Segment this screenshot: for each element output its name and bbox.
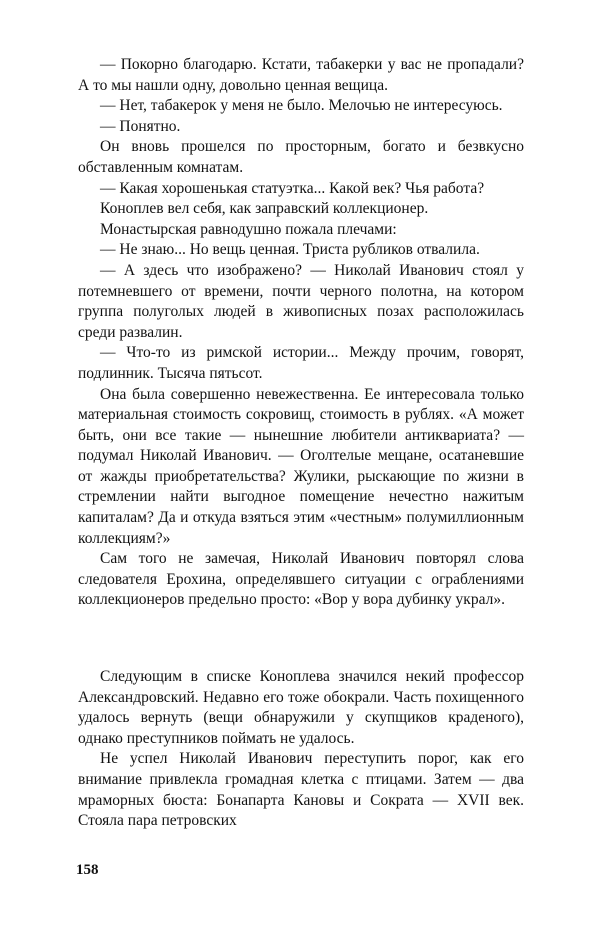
paragraph: — Понятно. [100, 117, 181, 135]
paragraph: Следующим в списке Коноплева значился некий профессор Александровский. Недавно его тоже обокрали. Часть похищенного удалось вернуть (вещи обнаружили у скупщиков краденого), однако преступников поймать не удалось. [78, 668, 524, 747]
paragraph: — А здесь что изображено? — Николай Иванович стоял у потемневшего от времени, почти черного полотна, на котором группа полуголых людей в живописных позах расположилась среди развалин. [78, 261, 524, 341]
paragraph: Коноплев вел себя, как заправский коллекционер. [100, 200, 429, 218]
paragraph: Не успел Николай Иванович переступить порог, как его внимание привлекла громадная клетка с птицами. Затем — два мраморных бюста: Бонапарта Кановы и Сократа — XVII век. Стояла пара петровских [78, 750, 524, 830]
paragraph: Монастырская равнодушно пожала плечами: [100, 220, 397, 238]
paragraph: — Покорно благодарю. Кстати, табакерки у вас не пропадали? А то мы нашли одну, довольно ценная вещица. [78, 56, 524, 94]
paragraph: — Что-то из римской истории... Между прочим, говорят, подлинник. Тысяча пятьсот. [78, 344, 524, 382]
paragraph: Она была совершенно невежественна. Ее интересовала только материальная стоимость сокровищ, стоимость в рублях. «А может быть, они все такие — нынешние любители антиквариата? — подумал Николай Иванович. — Оголтелые мещане, осатаневшие от жажды приобретательства? Жулики, рыскающие по жизни в стремлении найти выгодное помещение нечестно нажитым капиталам? Да и откуда взяться этим «честным» полумиллионным коллекциям?» [78, 385, 524, 547]
paragraph: — Какая хорошенькая статуэтка... Какой век? Чья работа? [100, 179, 485, 197]
paragraph: Сам того не замечая, Николай Иванович повторял слова следователя Ерохина, определявшего ситуации с ограблениями коллекционеров предельно просто: «Вор у вора дубинку украл». [78, 550, 524, 609]
paragraph: — Нет, табакерок у меня не было. Мелочью не интересуюсь. [100, 97, 503, 115]
page-number: 158 [76, 862, 99, 878]
paragraph: Он вновь прошелся по просторным, богато и безвкусно обставленным комнатам. [78, 138, 524, 176]
paragraph: — Не знаю... Но вещь ценная. Триста рубликов отвалила. [100, 241, 480, 259]
text-section-2 [78, 667, 524, 832]
text-section-1 [78, 55, 524, 611]
